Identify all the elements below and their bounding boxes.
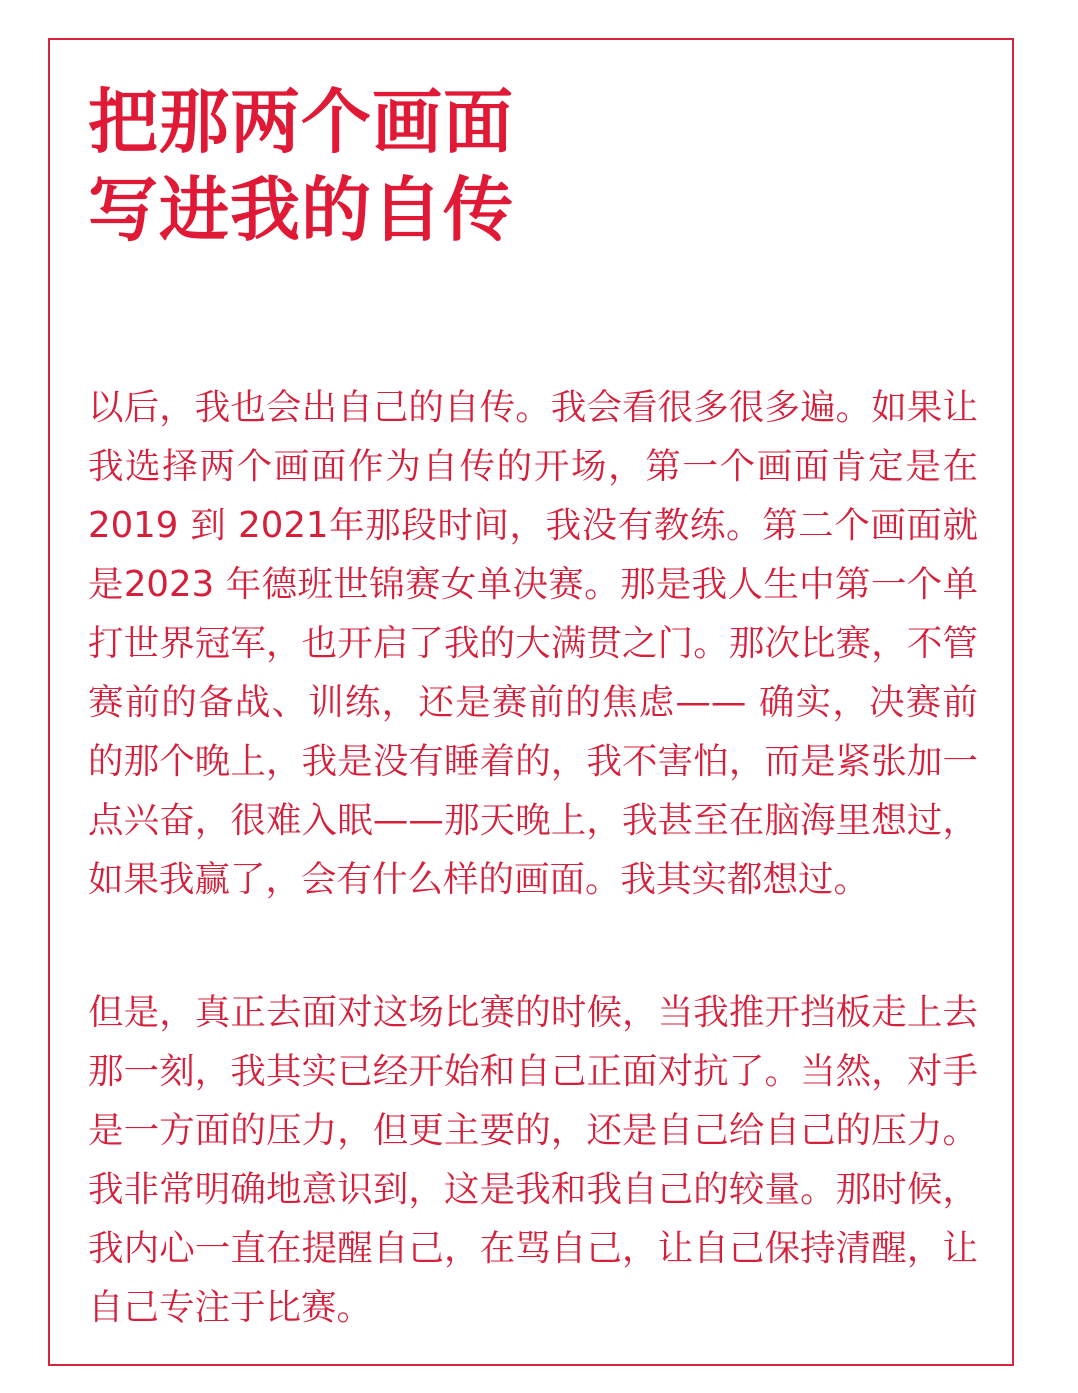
title-line-2: 写进我的自传 <box>88 169 514 251</box>
body-paragraph-1: 以后，我也会出自己的自传。我会看很多很多遍。如果让我选择两个画面作为自传的开场，第一个画面肯定是在2019 到 2021年那段时间，我没有教练。第二个画面就是2023 年德班世锦赛女单决赛。那是我人生中第一个单打世界冠军，也开启了我的大满贯之门。那次比赛，不管赛前的备战、训练，还是赛前的焦虑—— 确实，决赛前的那个晚上，我是没有睡着的，我不害怕，而是紧张加一点兴奋，很难入眠——那天晚上，我甚至在脑海里想过，如果我赢了，会有什么样的画面。我其实都想过。 <box>88 387 978 900</box>
body-paragraph-2: 但是，真正去面对这场比赛的时候，当我推开挡板走上去那一刻，我其实已经开始和自己正面对抗了。当然，对手是一方面的压力，但更主要的，还是自己给自己的压力。我非常明确地意识到，这是我和我自己的较量。那时候，我内心一直在提醒自己，在骂自己，让自己保持清醒，让自己专注于比赛。 <box>88 992 978 1328</box>
title-line-1: 把那两个画面 <box>88 81 514 163</box>
article-title <box>88 78 514 254</box>
